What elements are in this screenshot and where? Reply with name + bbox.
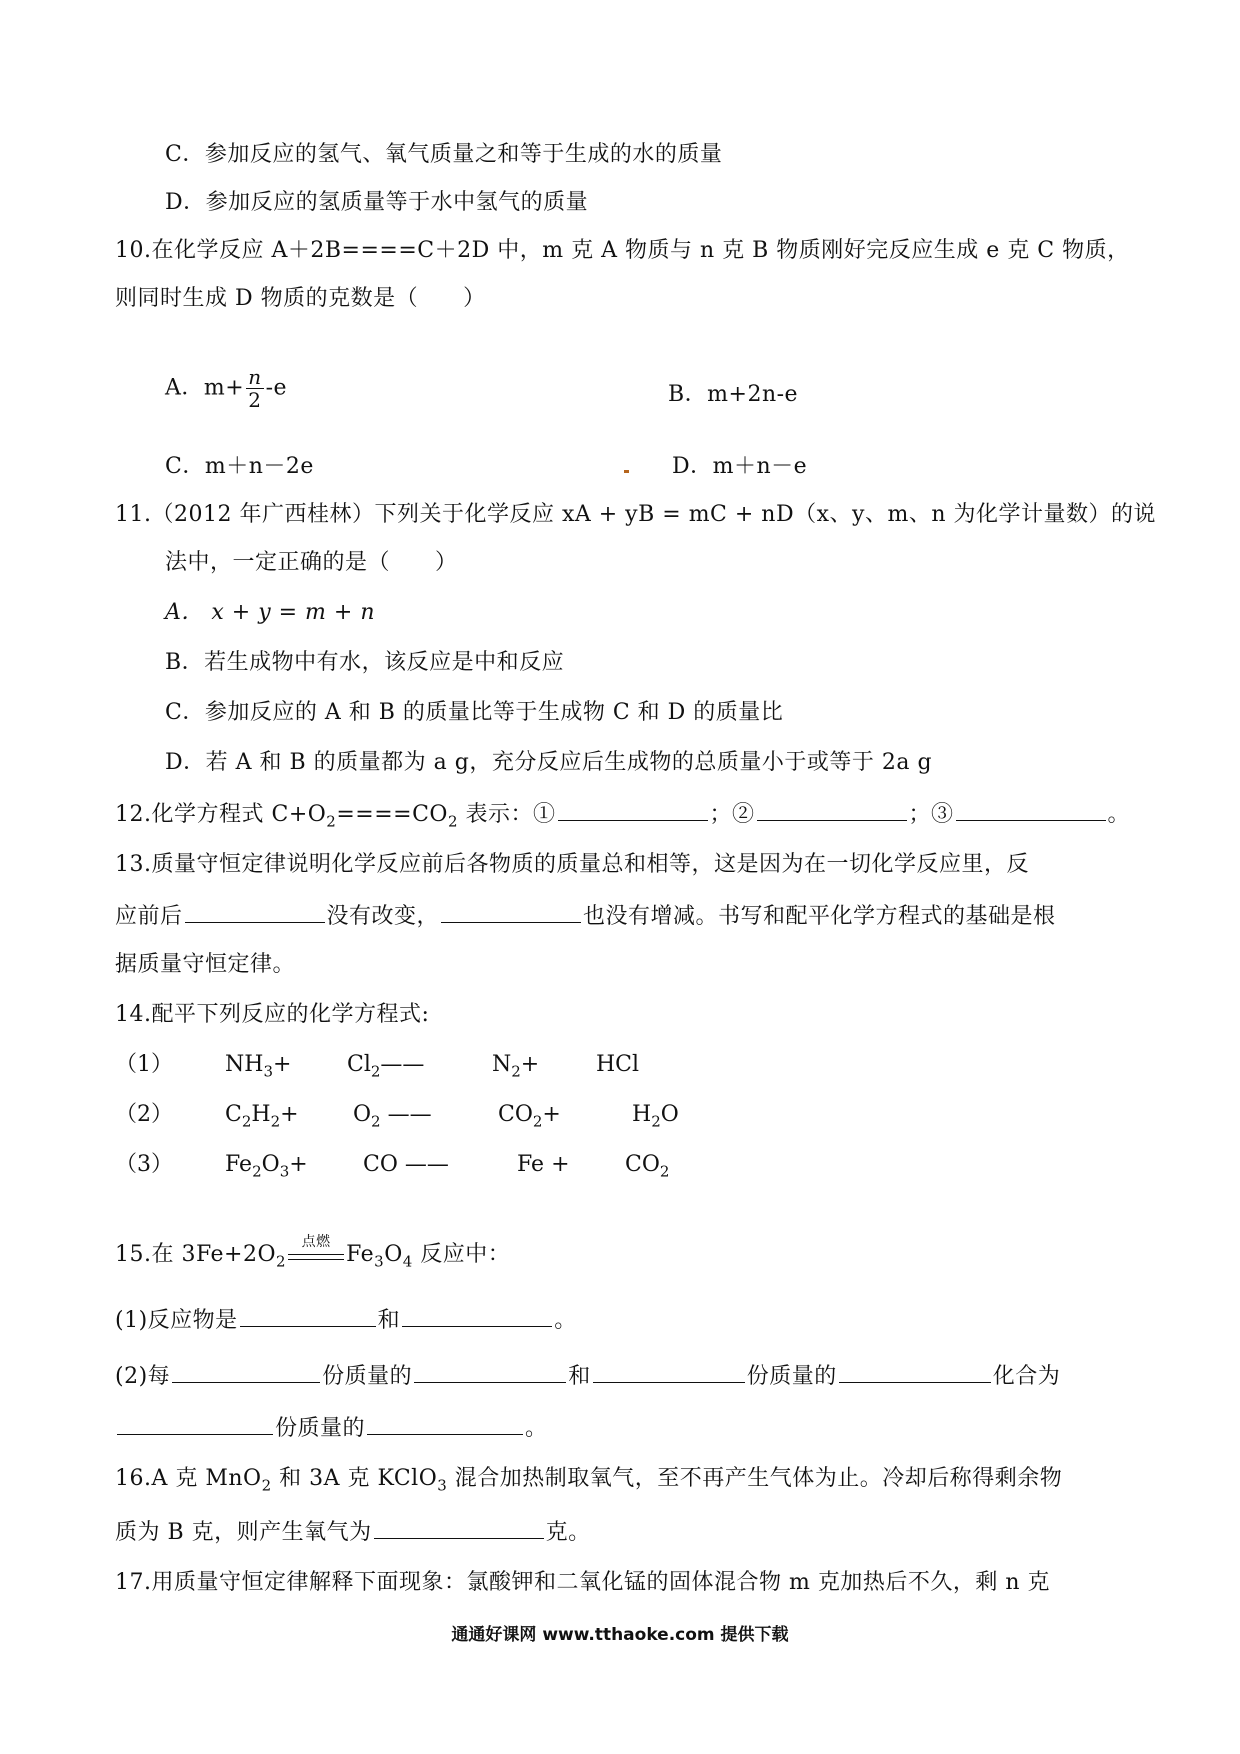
q10-option-a-suffix: -e (265, 375, 288, 401)
page-footer: 通通好课网 www.tthaoke.com 提供下载 (451, 1625, 789, 1645)
q9-option-d: D．参加反应的氢质量等于水中氢气的质量 (165, 190, 589, 215)
q14-row-number: （3） (115, 1152, 173, 1177)
q12-blank-2[interactable] (757, 798, 907, 821)
q15-product: Fe (346, 1242, 375, 1267)
q15-blank-3[interactable] (172, 1360, 320, 1383)
q10-option-a (165, 366, 287, 411)
q15-blank-7[interactable] (117, 1412, 273, 1435)
q14-product-2: $H_2O$ (632, 1102, 679, 1131)
q9-option-c: C．参加反应的氢气、氧气质量之和等于生成的水的质量 (165, 142, 723, 167)
q16-line2: 质为 B 克，则产生氧气为 克。 (115, 1516, 591, 1548)
q14-row-number: （1） (115, 1052, 173, 1077)
q15-sub: 2 (276, 1252, 287, 1271)
q14-row-number: （2） (115, 1102, 173, 1127)
q12-line (115, 798, 1130, 830)
q11-option-a: A． x + y = m + n (165, 600, 376, 625)
q10-option-a-prefix: A．m+ (165, 375, 245, 401)
q15-part-3: 份质量的 。 (115, 1412, 548, 1444)
q12-sub-co2: 2 (447, 812, 458, 831)
q15-stem: 15.在 $3Fe+2O_2$ 点燃 $Fe_3O_4$ 反应中： (115, 1234, 511, 1271)
q10-fraction-numerator: n (248, 365, 262, 389)
q12-blank-1[interactable] (558, 798, 708, 821)
q15-condition: 点燃 (301, 1234, 331, 1250)
q14-product-2: $CO_2$ (625, 1152, 670, 1181)
q11-stem-line2: 法中，一定正确的是（ ） (165, 550, 458, 575)
q15-prefix: 15.在 3Fe+2O (115, 1242, 277, 1267)
q11-stem-line1: 11.（2012 年广西桂林）下列关于化学反应 xA + yB = mC + nD（x、y、m、n 为化学计量数）的说 (115, 502, 1156, 527)
q13-line2b: 没有改变， (326, 904, 440, 929)
q16-blank[interactable] (374, 1516, 544, 1539)
q14-product-1: Fe + (517, 1152, 570, 1177)
q11-option-c: C．参加反应的 A 和 B 的质量比等于生成物 C 和 D 的质量比 (165, 700, 784, 725)
q15-condition-arrow (286, 1234, 346, 1270)
q14-reactant-2: $O_2$ —— (353, 1102, 432, 1131)
q15-blank-4[interactable] (414, 1360, 566, 1383)
q12-mid: ====CO (336, 802, 448, 827)
q15-blank-8[interactable] (367, 1412, 523, 1435)
q13-line2 (115, 900, 1056, 932)
q12-sep1: ；② (709, 802, 755, 827)
q14-reactant-2: CO —— (363, 1152, 449, 1177)
q13-blank-2[interactable] (441, 900, 581, 923)
q10-stem-line2: 则同时生成 D 物质的克数是（ ） (115, 286, 486, 311)
q15-part-1: (1)反应物是 和 。 (115, 1304, 577, 1336)
q14-reactant-1: $Fe_2O_3+$ (225, 1152, 308, 1181)
q10-option-a-fraction (246, 366, 263, 411)
q11-option-b: B．若生成物中有水，该反应是中和反应 (165, 650, 565, 675)
stray-mark (624, 470, 629, 473)
q12-end: 。 (1107, 802, 1131, 827)
q14-reactant-1: $C_2H_2+$ (225, 1102, 299, 1131)
q10-option-b: B．m+2n-e (668, 382, 799, 407)
q10-option-d: D．m＋n－e (672, 454, 808, 479)
q10-fraction-denominator: 2 (248, 388, 262, 412)
q15-blank-1[interactable] (240, 1304, 376, 1327)
q14-reactant-1: $NH_3+$ (225, 1052, 292, 1081)
q14-stem: 14.配平下列反应的化学方程式: (115, 1002, 430, 1027)
q15-blank-5[interactable] (593, 1360, 745, 1383)
q14-reactant-2: $Cl_2——$ (347, 1052, 425, 1081)
q15-part-2: (2)每 份质量的 和 份质量的 化合为 (115, 1360, 1060, 1392)
q14-product-1: $N_2+$ (492, 1052, 540, 1081)
q13-line3: 据质量守恒定律。 (115, 952, 296, 977)
q13-line2c: 也没有增减。书写和配平化学方程式的基础是根 (583, 904, 1056, 929)
q14-product-2: HCl (596, 1052, 640, 1077)
q15-blank-2[interactable] (402, 1304, 552, 1327)
q10-stem-line1: 10.在化学反应 A＋2B====C＋2D 中，m 克 A 物质与 n 克 B 物质刚好完反应生成 e 克 C 物质， (115, 238, 1130, 263)
q12-prefix: 12.化学方程式 C+O (115, 802, 327, 827)
q13-line1: 13.质量守恒定律说明化学反应前后各物质的质量总和相等，这是因为在一切化学反应里，反 (115, 852, 1029, 877)
q12-rest: 表示：① (458, 802, 556, 827)
q17-line1: 17.用质量守恒定律解释下面现象：氯酸钾和二氧化锰的固体混合物 m 克加热后不久，剩 n 克 (115, 1570, 1050, 1595)
q11-option-d: D．若 A 和 B 的质量都为 a g，充分反应后生成物的总质量小于或等于 2a g (165, 750, 933, 775)
q15-blank-6[interactable] (839, 1360, 991, 1383)
q12-sep2: ；③ (908, 802, 954, 827)
q10-option-c: C．m＋n－2e (165, 454, 314, 479)
q13-blank-1[interactable] (185, 900, 325, 923)
q14-product-1: $CO_2+$ (498, 1102, 561, 1131)
q12-sub-o2: 2 (326, 812, 337, 831)
q13-line2a: 应前后 (115, 904, 183, 929)
q12-blank-3[interactable] (956, 798, 1106, 821)
q16-line1: 16.A 克 MnO$_2$ 和 3A 克 KClO$_3$ 混合加热制取氧气，至不再产生气体为止。冷却后称得剩余物 (115, 1466, 1063, 1495)
